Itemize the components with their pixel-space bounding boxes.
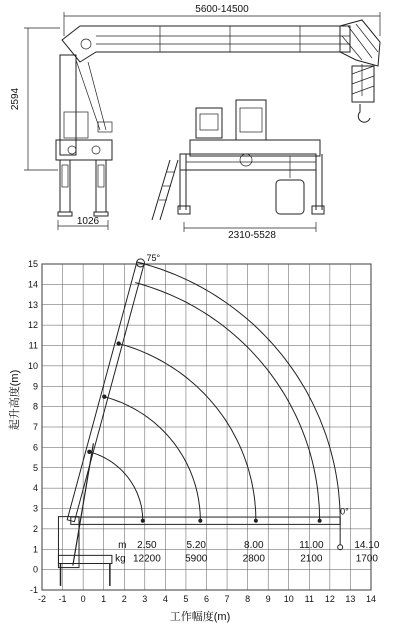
- x-tick-label: 13: [345, 594, 356, 604]
- x-tick-label: 7: [224, 594, 230, 604]
- x-tick-label: 9: [265, 594, 271, 604]
- load-value: 2100: [300, 553, 323, 565]
- lowered-section-joint: [254, 519, 258, 523]
- radius-value: 5.20: [186, 540, 206, 552]
- x-tick-label: -1: [58, 594, 67, 604]
- y-tick-label: 10: [27, 360, 38, 371]
- lowered-section-joint: [141, 519, 145, 523]
- y-tick-label: 9: [32, 381, 38, 392]
- working-arc: [119, 344, 256, 521]
- y-tick-label: -1: [29, 585, 38, 595]
- height-dimension-label: 2594: [10, 87, 21, 111]
- y-tick-label: 14: [27, 279, 38, 290]
- y-tick-label: 7: [32, 422, 38, 432]
- chart-working-arcs: [89, 263, 340, 521]
- y-tick-label: 6: [32, 442, 38, 453]
- radius-value: 14.10: [354, 540, 380, 552]
- boom-section-joint: [116, 341, 120, 345]
- radius-unit-label: m: [118, 540, 127, 552]
- lowered-section-joint: [318, 519, 322, 523]
- working-arc: [89, 452, 142, 521]
- y-tick-label: 2: [32, 523, 38, 534]
- y-axis-label: 起升高度(m): [9, 369, 21, 431]
- outrigger-span-dimension-label: 2310-5528: [228, 230, 276, 241]
- min-angle-label: 0°: [340, 506, 349, 517]
- load-value: 12200: [132, 553, 161, 565]
- load-unit-label: kg: [115, 553, 126, 565]
- reach-dimension-label: 5600-14500: [195, 4, 249, 15]
- x-tick-label: 2: [121, 594, 127, 604]
- x-tick-label: -2: [37, 594, 47, 604]
- hook: [338, 545, 343, 550]
- x-tick-label: 3: [142, 594, 148, 604]
- radius-value: 11.00: [299, 540, 324, 552]
- x-tick-label: 4: [162, 594, 168, 604]
- x-tick-label: 0: [80, 594, 86, 604]
- x-tick-label: 14: [365, 594, 377, 604]
- y-tick-label: 13: [27, 299, 38, 310]
- y-tick-label: 8: [32, 401, 38, 412]
- load-value: 2800: [242, 553, 265, 565]
- y-tick-label: 0: [32, 564, 38, 575]
- x-tick-label: 8: [245, 594, 251, 604]
- radius-value: 2.50: [137, 540, 157, 552]
- y-tick-label: 1: [32, 544, 38, 555]
- x-axis-label: 工作幅度(m): [169, 611, 231, 623]
- x-tick-label: 6: [203, 594, 210, 604]
- x-tick-label: 12: [324, 594, 335, 604]
- y-tick-label: 4: [32, 483, 38, 494]
- base-width-dimension-label: 1026: [76, 216, 100, 227]
- radius-value: 8.00: [244, 540, 264, 552]
- max-angle-label: 75°: [146, 252, 161, 263]
- y-tick-label: 12: [27, 320, 38, 331]
- y-tick-label: 15: [27, 259, 38, 269]
- boom-raised: [67, 262, 144, 522]
- working-arc: [141, 263, 341, 521]
- x-tick-label: 5: [183, 594, 189, 604]
- boom-section-joint: [102, 395, 106, 399]
- load-value: 5900: [185, 553, 208, 565]
- x-tick-label: 1: [101, 594, 107, 604]
- y-tick-label: 5: [32, 462, 38, 473]
- chart-boom-drawing: [58, 253, 349, 586]
- load-value: 1700: [355, 553, 379, 565]
- x-tick-label: 10: [283, 594, 294, 604]
- boom-section-joint: [87, 450, 91, 454]
- y-tick-label: 11: [28, 340, 38, 351]
- lowered-section-joint: [198, 519, 202, 523]
- boom-lowered: [71, 517, 340, 524]
- y-tick-label: 3: [32, 503, 38, 514]
- x-tick-label: 11: [304, 594, 314, 604]
- working-arc: [135, 283, 319, 521]
